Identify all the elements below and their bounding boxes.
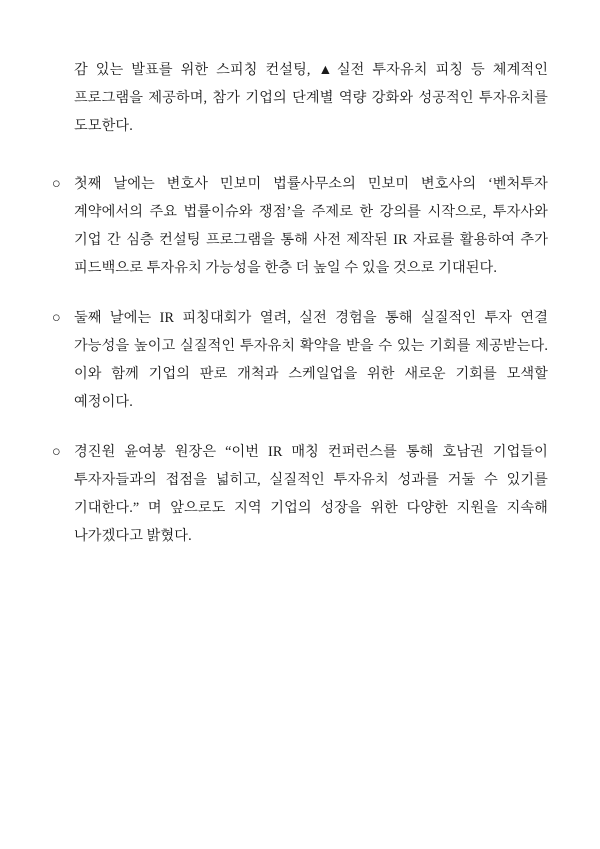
paragraph-text: 둘째 날에는 IR 피칭대회가 열려, 실전 경험을 통해 실질적인 투자 연결 가능성을 높이고 실질적인 투자유치 확약을 받을 수 있는 기회를 제공받는다. 이와 함께 기업의 판로 개척과 스케일업을 위한 새로운 기회를 모색할 예정이다. xyxy=(74,310,552,410)
bullet-marker: ○ xyxy=(52,176,61,192)
paragraph-text: 첫째 날에는 변호사 민보미 법률사무소의 민보미 변호사의 ‘벤처투자 계약에서의 주요 법률이슈와 쟁점’을 주제로 한 강의를 시작으로, 투자사와 기업 간 심층 컨설팅 프로그램을 통해 사전 제작된 IR 자료를 활용하여 추가 피드백으로 투자유치 가능성을 한층 더 높일 수 있을 것으로 기대된다. xyxy=(74,176,552,276)
page-bottom-space xyxy=(52,572,548,573)
paragraph-text: 감 있는 발표를 위한 스피칭 컨설팅, ▲실전 투자유치 피칭 등 체계적인 프로그램을 제공하며, 참가 기업의 단계별 역량 강화와 성공적인 투자유치를 도모한다. xyxy=(74,62,552,134)
paragraph-second-day xyxy=(52,304,552,416)
paragraph-continuation xyxy=(52,56,552,140)
bullet-marker: ○ xyxy=(52,310,61,326)
paragraph-quote xyxy=(52,438,552,550)
bullet-marker: ○ xyxy=(52,444,61,460)
paragraph-text: 경진원 윤여봉 원장은 “이번 IR 매칭 컨퍼런스를 통해 호남권 기업들이 투자자들과의 접점을 넓히고, 실질적인 투자유치 성과를 거둘 수 있기를 기대한다.” 며 앞으로도 지역 기업의 성장을 위한 다양한 지원을 지속해 나가겠다고 밝혔다. xyxy=(74,444,552,544)
paragraph-first-day xyxy=(52,170,552,282)
document-body xyxy=(52,56,552,573)
